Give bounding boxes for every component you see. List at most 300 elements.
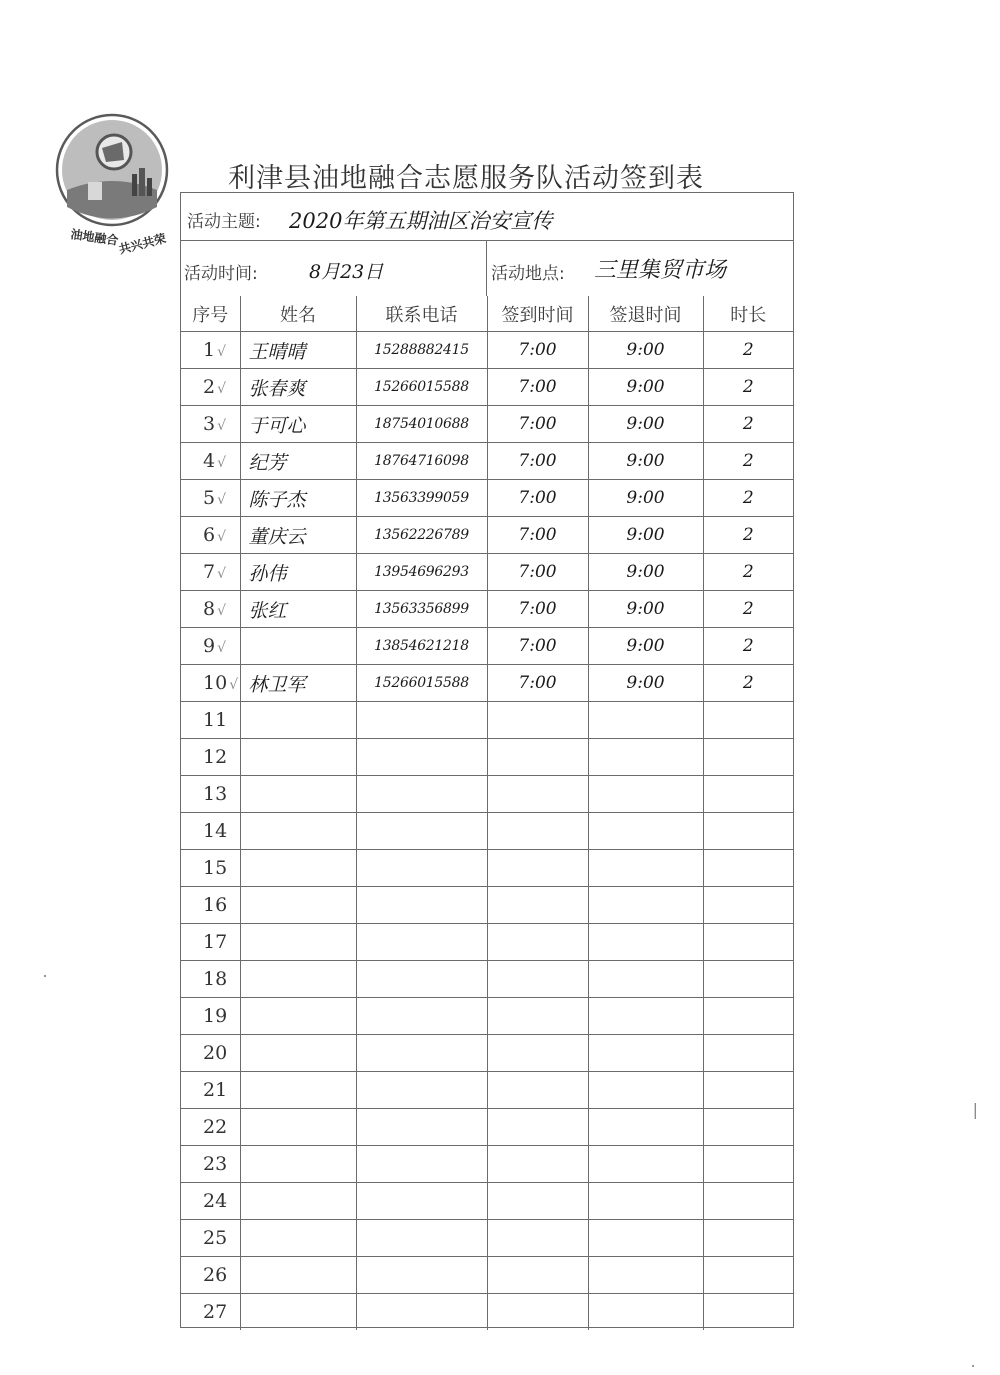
volunteer-name bbox=[240, 998, 356, 1035]
margin-mark: | bbox=[972, 1100, 978, 1119]
row-number-text: 27 bbox=[203, 1301, 228, 1323]
check-out-time bbox=[588, 1035, 703, 1072]
volunteer-name bbox=[240, 480, 356, 517]
check-out-time bbox=[588, 776, 703, 813]
check-out-time bbox=[588, 1220, 703, 1257]
phone-number-text: 18754010688 bbox=[374, 416, 469, 432]
row-number-text: 8 bbox=[203, 598, 216, 620]
row-number-text: 12 bbox=[203, 746, 228, 768]
phone-number bbox=[356, 813, 487, 850]
check-out-time bbox=[588, 369, 703, 406]
check-out-time bbox=[588, 1146, 703, 1183]
check-out-time bbox=[588, 665, 703, 702]
row-number-text: 24 bbox=[203, 1190, 228, 1212]
duration-hours-text: 2 bbox=[742, 340, 754, 360]
row-number-text: 6 bbox=[203, 524, 216, 546]
duration-hours bbox=[703, 332, 793, 369]
check-out-time bbox=[588, 443, 703, 480]
volunteer-name bbox=[240, 443, 356, 480]
header-check-in: 签到时间 bbox=[487, 296, 588, 332]
check-out-time bbox=[588, 517, 703, 554]
table-row bbox=[181, 1035, 793, 1072]
volunteer-name-text: 孙伟 bbox=[248, 562, 287, 585]
table-row bbox=[181, 961, 793, 998]
check-in-time-text: 7:00 bbox=[518, 673, 557, 693]
duration-hours-text: 2 bbox=[742, 636, 754, 656]
check-in-time bbox=[487, 998, 588, 1035]
row-number-text: 13 bbox=[203, 783, 228, 805]
check-mark-icon: √ bbox=[217, 640, 227, 656]
check-out-time bbox=[588, 554, 703, 591]
row-number bbox=[181, 739, 240, 776]
duration-hours bbox=[703, 1294, 793, 1331]
row-number bbox=[181, 702, 240, 739]
duration-hours bbox=[703, 850, 793, 887]
check-out-time bbox=[588, 1183, 703, 1220]
check-out-time bbox=[588, 1109, 703, 1146]
row-number bbox=[181, 665, 240, 702]
check-out-time bbox=[588, 591, 703, 628]
row-number bbox=[181, 628, 240, 665]
row-number-text: 11 bbox=[203, 709, 228, 731]
table-row bbox=[181, 480, 793, 517]
scan-speck bbox=[972, 1365, 974, 1367]
time-label: 活动时间: bbox=[184, 264, 258, 284]
row-number bbox=[181, 850, 240, 887]
check-out-time-text: 9:00 bbox=[626, 562, 665, 582]
volunteer-name-text: 张春爽 bbox=[248, 377, 306, 400]
phone-number bbox=[356, 480, 487, 517]
check-out-time bbox=[588, 628, 703, 665]
table-row bbox=[181, 332, 793, 369]
volunteer-name bbox=[240, 850, 356, 887]
duration-hours bbox=[703, 591, 793, 628]
phone-number bbox=[356, 702, 487, 739]
row-number bbox=[181, 924, 240, 961]
row-number-text: 7 bbox=[203, 561, 216, 583]
volunteer-name bbox=[240, 591, 356, 628]
check-in-time bbox=[487, 591, 588, 628]
divider bbox=[486, 240, 487, 296]
row-number-text: 10 bbox=[203, 672, 228, 694]
volunteer-name-text: 董庆云 bbox=[248, 525, 306, 548]
phone-number-text: 13563399059 bbox=[374, 490, 469, 506]
svg-text:共兴共荣: 共兴共荣 bbox=[117, 231, 168, 257]
check-in-time bbox=[487, 702, 588, 739]
header-check-out: 签退时间 bbox=[588, 296, 703, 332]
volunteer-name bbox=[240, 702, 356, 739]
emblem-icon bbox=[52, 112, 177, 262]
check-out-time bbox=[588, 1257, 703, 1294]
volunteer-name-text: 张红 bbox=[248, 599, 287, 622]
check-in-time-text: 7:00 bbox=[518, 488, 557, 508]
row-number bbox=[181, 813, 240, 850]
table-row bbox=[181, 850, 793, 887]
row-number-text: 25 bbox=[203, 1227, 228, 1249]
phone-number bbox=[356, 739, 487, 776]
check-mark-icon: √ bbox=[217, 566, 227, 582]
row-number-text: 16 bbox=[203, 894, 228, 916]
duration-hours bbox=[703, 998, 793, 1035]
check-out-time bbox=[588, 813, 703, 850]
check-in-time bbox=[487, 517, 588, 554]
attendance-table bbox=[181, 296, 793, 1330]
row-number-text: 20 bbox=[203, 1042, 228, 1064]
duration-hours-text: 2 bbox=[742, 673, 754, 693]
duration-hours bbox=[703, 443, 793, 480]
volunteer-name bbox=[240, 554, 356, 591]
duration-hours bbox=[703, 1072, 793, 1109]
phone-number bbox=[356, 332, 487, 369]
check-in-time bbox=[487, 406, 588, 443]
phone-number bbox=[356, 1220, 487, 1257]
check-mark-icon: √ bbox=[217, 381, 227, 397]
phone-number bbox=[356, 369, 487, 406]
duration-hours bbox=[703, 517, 793, 554]
page-title: 利津县油地融合志愿服务队活动签到表 bbox=[228, 163, 704, 194]
phone-number bbox=[356, 443, 487, 480]
check-mark-icon: √ bbox=[217, 455, 227, 471]
phone-number-text: 13954696293 bbox=[374, 564, 469, 580]
duration-hours bbox=[703, 369, 793, 406]
table-row bbox=[181, 1220, 793, 1257]
volunteer-name bbox=[240, 1220, 356, 1257]
table-row bbox=[181, 406, 793, 443]
scan-speck bbox=[44, 975, 46, 977]
volunteer-name-text: 王晴晴 bbox=[248, 340, 306, 363]
table-row bbox=[181, 1257, 793, 1294]
phone-number bbox=[356, 591, 487, 628]
table-row bbox=[181, 1109, 793, 1146]
row-number bbox=[181, 1146, 240, 1183]
volunteer-name-text: 林卫军 bbox=[248, 673, 306, 696]
phone-number bbox=[356, 1257, 487, 1294]
row-number-text: 26 bbox=[203, 1264, 228, 1286]
row-number bbox=[181, 1109, 240, 1146]
duration-hours bbox=[703, 554, 793, 591]
check-out-time bbox=[588, 702, 703, 739]
row-number bbox=[181, 776, 240, 813]
time-value: 8月23日 bbox=[309, 261, 384, 283]
theme-label: 活动主题: bbox=[187, 212, 261, 232]
check-mark-icon: √ bbox=[217, 603, 227, 619]
duration-hours bbox=[703, 665, 793, 702]
duration-hours bbox=[703, 628, 793, 665]
volunteer-name bbox=[240, 665, 356, 702]
check-out-time bbox=[588, 850, 703, 887]
phone-number bbox=[356, 961, 487, 998]
check-in-time bbox=[487, 1183, 588, 1220]
check-in-time bbox=[487, 369, 588, 406]
check-in-time-text: 7:00 bbox=[518, 599, 557, 619]
row-number-text: 2 bbox=[203, 376, 216, 398]
check-in-time bbox=[487, 1109, 588, 1146]
table-row bbox=[181, 1146, 793, 1183]
phone-number bbox=[356, 1035, 487, 1072]
check-mark-icon: √ bbox=[229, 677, 239, 693]
check-out-time-text: 9:00 bbox=[626, 414, 665, 434]
volunteer-name bbox=[240, 1257, 356, 1294]
organization-logo bbox=[52, 112, 177, 262]
phone-number bbox=[356, 628, 487, 665]
table-row bbox=[181, 443, 793, 480]
row-number bbox=[181, 1183, 240, 1220]
phone-number-text: 18764716098 bbox=[374, 453, 469, 469]
table-row bbox=[181, 776, 793, 813]
phone-number bbox=[356, 887, 487, 924]
header-name: 姓名 bbox=[240, 296, 356, 332]
phone-number bbox=[356, 554, 487, 591]
check-in-time bbox=[487, 443, 588, 480]
table-row bbox=[181, 1183, 793, 1220]
table-row bbox=[181, 1072, 793, 1109]
phone-number bbox=[356, 1109, 487, 1146]
table-row bbox=[181, 665, 793, 702]
check-in-time bbox=[487, 850, 588, 887]
row-number bbox=[181, 1294, 240, 1331]
row-number bbox=[181, 998, 240, 1035]
phone-number bbox=[356, 1146, 487, 1183]
phone-number bbox=[356, 776, 487, 813]
check-in-time bbox=[487, 813, 588, 850]
duration-hours bbox=[703, 1035, 793, 1072]
row-number-text: 22 bbox=[203, 1116, 228, 1138]
volunteer-name bbox=[240, 887, 356, 924]
phone-number bbox=[356, 1294, 487, 1331]
volunteer-name bbox=[240, 628, 356, 665]
check-in-time bbox=[487, 480, 588, 517]
table-header-row bbox=[181, 296, 793, 332]
table-row bbox=[181, 517, 793, 554]
check-in-time-text: 7:00 bbox=[518, 451, 557, 471]
check-in-time bbox=[487, 1072, 588, 1109]
check-out-time-text: 9:00 bbox=[626, 525, 665, 545]
check-in-time bbox=[487, 554, 588, 591]
row-number-text: 15 bbox=[203, 857, 228, 879]
volunteer-name bbox=[240, 1035, 356, 1072]
row-number bbox=[181, 887, 240, 924]
duration-hours bbox=[703, 480, 793, 517]
table-row bbox=[181, 369, 793, 406]
check-out-time-text: 9:00 bbox=[626, 636, 665, 656]
table-row bbox=[181, 1294, 793, 1331]
duration-hours-text: 2 bbox=[742, 488, 754, 508]
phone-number bbox=[356, 406, 487, 443]
duration-hours-text: 2 bbox=[742, 414, 754, 434]
row-number-text: 3 bbox=[203, 413, 216, 435]
check-in-time bbox=[487, 628, 588, 665]
check-out-time bbox=[588, 961, 703, 998]
row-number bbox=[181, 1072, 240, 1109]
check-in-time bbox=[487, 924, 588, 961]
volunteer-name bbox=[240, 369, 356, 406]
volunteer-name-text: 纪芳 bbox=[248, 451, 287, 474]
check-in-time-text: 7:00 bbox=[518, 636, 557, 656]
check-out-time bbox=[588, 739, 703, 776]
header-seq: 序号 bbox=[181, 296, 240, 332]
check-in-time bbox=[487, 887, 588, 924]
duration-hours bbox=[703, 961, 793, 998]
check-in-time-text: 7:00 bbox=[518, 525, 557, 545]
volunteer-name bbox=[240, 1183, 356, 1220]
table-row bbox=[181, 739, 793, 776]
row-number-text: 14 bbox=[203, 820, 228, 842]
volunteer-name bbox=[240, 1072, 356, 1109]
duration-hours bbox=[703, 887, 793, 924]
duration-hours-text: 2 bbox=[742, 377, 754, 397]
header-duration: 时长 bbox=[703, 296, 793, 332]
check-in-time bbox=[487, 1146, 588, 1183]
volunteer-name bbox=[240, 517, 356, 554]
phone-number-text: 15266015588 bbox=[374, 675, 469, 691]
volunteer-name bbox=[240, 332, 356, 369]
check-mark-icon: √ bbox=[217, 344, 227, 360]
duration-hours bbox=[703, 1220, 793, 1257]
table-row bbox=[181, 924, 793, 961]
volunteer-name-text: 于可心 bbox=[248, 414, 306, 437]
row-number bbox=[181, 591, 240, 628]
duration-hours bbox=[703, 406, 793, 443]
phone-number bbox=[356, 1183, 487, 1220]
volunteer-name bbox=[240, 406, 356, 443]
check-in-time-text: 7:00 bbox=[518, 377, 557, 397]
check-out-time bbox=[588, 1294, 703, 1331]
check-mark-icon: √ bbox=[217, 492, 227, 508]
duration-hours bbox=[703, 1146, 793, 1183]
row-number-text: 23 bbox=[203, 1153, 228, 1175]
phone-number bbox=[356, 850, 487, 887]
theme-value: 2020年第五期油区治安宣传 bbox=[289, 209, 553, 233]
table-row bbox=[181, 813, 793, 850]
table-row bbox=[181, 554, 793, 591]
duration-hours-text: 2 bbox=[742, 599, 754, 619]
check-in-time bbox=[487, 776, 588, 813]
check-in-time bbox=[487, 739, 588, 776]
row-number-text: 18 bbox=[203, 968, 228, 990]
volunteer-name bbox=[240, 1146, 356, 1183]
duration-hours bbox=[703, 739, 793, 776]
phone-number bbox=[356, 665, 487, 702]
row-number bbox=[181, 443, 240, 480]
check-in-time-text: 7:00 bbox=[518, 414, 557, 434]
check-out-time-text: 9:00 bbox=[626, 340, 665, 360]
phone-number bbox=[356, 924, 487, 961]
volunteer-name-text: 陈子杰 bbox=[248, 488, 306, 511]
check-out-time-text: 9:00 bbox=[626, 599, 665, 619]
phone-number-text: 15266015588 bbox=[374, 379, 469, 395]
row-number bbox=[181, 406, 240, 443]
row-number bbox=[181, 1257, 240, 1294]
phone-number-text: 15288882415 bbox=[374, 342, 469, 358]
table-row bbox=[181, 628, 793, 665]
phone-number-text: 13854621218 bbox=[374, 638, 469, 654]
check-mark-icon: √ bbox=[217, 418, 227, 434]
phone-number-text: 13562226789 bbox=[374, 527, 469, 543]
check-out-time bbox=[588, 406, 703, 443]
duration-hours bbox=[703, 924, 793, 961]
table-row bbox=[181, 702, 793, 739]
duration-hours-text: 2 bbox=[742, 562, 754, 582]
check-out-time bbox=[588, 480, 703, 517]
place-value: 三里集贸市场 bbox=[594, 258, 727, 283]
phone-number-text: 13563356899 bbox=[374, 601, 469, 617]
volunteer-name bbox=[240, 961, 356, 998]
check-out-time bbox=[588, 924, 703, 961]
check-in-time-text: 7:00 bbox=[518, 340, 557, 360]
row-number-text: 19 bbox=[203, 1005, 228, 1027]
check-out-time-text: 9:00 bbox=[626, 377, 665, 397]
check-out-time bbox=[588, 1072, 703, 1109]
table-row bbox=[181, 591, 793, 628]
check-mark-icon: √ bbox=[217, 529, 227, 545]
row-number-text: 17 bbox=[203, 931, 228, 953]
row-number-text: 9 bbox=[203, 635, 216, 657]
phone-number bbox=[356, 517, 487, 554]
sign-in-sheet bbox=[180, 192, 794, 1328]
table-row bbox=[181, 998, 793, 1035]
row-number bbox=[181, 480, 240, 517]
duration-hours bbox=[703, 1257, 793, 1294]
place-label: 活动地点: bbox=[491, 264, 565, 284]
row-number-text: 5 bbox=[203, 487, 216, 509]
header-phone: 联系电话 bbox=[356, 296, 487, 332]
duration-hours-text: 2 bbox=[742, 525, 754, 545]
check-out-time bbox=[588, 998, 703, 1035]
divider bbox=[181, 240, 793, 241]
row-number-text: 1 bbox=[203, 339, 216, 361]
row-number-text: 21 bbox=[203, 1079, 228, 1101]
row-number bbox=[181, 517, 240, 554]
volunteer-name bbox=[240, 739, 356, 776]
row-number bbox=[181, 1220, 240, 1257]
check-in-time bbox=[487, 332, 588, 369]
row-number-text: 4 bbox=[203, 450, 216, 472]
duration-hours bbox=[703, 1109, 793, 1146]
check-out-time-text: 9:00 bbox=[626, 673, 665, 693]
volunteer-name bbox=[240, 776, 356, 813]
check-in-time bbox=[487, 1220, 588, 1257]
duration-hours bbox=[703, 1183, 793, 1220]
logo-caption: 油地融合 bbox=[69, 227, 120, 248]
phone-number bbox=[356, 998, 487, 1035]
check-out-time-text: 9:00 bbox=[626, 488, 665, 508]
phone-number bbox=[356, 1072, 487, 1109]
check-in-time bbox=[487, 1294, 588, 1331]
check-in-time bbox=[487, 665, 588, 702]
row-number bbox=[181, 554, 240, 591]
check-in-time-text: 7:00 bbox=[518, 562, 557, 582]
volunteer-name bbox=[240, 1294, 356, 1331]
duration-hours bbox=[703, 702, 793, 739]
check-in-time bbox=[487, 1035, 588, 1072]
volunteer-name bbox=[240, 813, 356, 850]
row-number bbox=[181, 1035, 240, 1072]
duration-hours bbox=[703, 776, 793, 813]
row-number bbox=[181, 369, 240, 406]
row-number bbox=[181, 332, 240, 369]
check-in-time bbox=[487, 961, 588, 998]
table-row bbox=[181, 887, 793, 924]
check-in-time bbox=[487, 1257, 588, 1294]
row-number bbox=[181, 961, 240, 998]
duration-hours bbox=[703, 813, 793, 850]
check-out-time-text: 9:00 bbox=[626, 451, 665, 471]
duration-hours-text: 2 bbox=[742, 451, 754, 471]
check-out-time bbox=[588, 332, 703, 369]
volunteer-name bbox=[240, 924, 356, 961]
volunteer-name bbox=[240, 1109, 356, 1146]
check-out-time bbox=[588, 887, 703, 924]
